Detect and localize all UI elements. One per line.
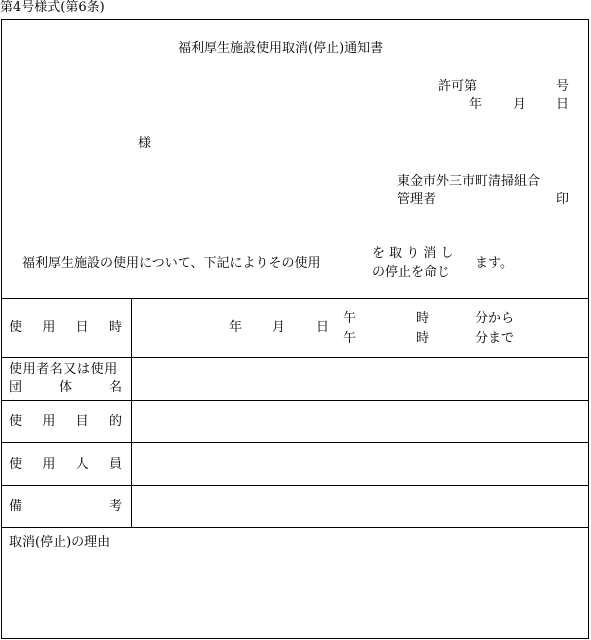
document-title: 福利厚生施設使用取消(停止)通知書 bbox=[178, 41, 384, 56]
notice-option-cancel: を 取 り 消 し bbox=[372, 246, 454, 261]
usage-time-gozen: 午 bbox=[343, 311, 357, 326]
label-user-name-line2: 団 体 名 bbox=[9, 380, 122, 395]
usage-date-month: 月 bbox=[272, 320, 286, 335]
label-remarks: 備 考 bbox=[9, 499, 122, 514]
usage-date-year: 年 bbox=[229, 320, 243, 335]
table-row-divider bbox=[1, 442, 589, 443]
table-bottom-border bbox=[1, 527, 589, 528]
table-column-divider bbox=[131, 298, 132, 527]
issuer-role: 管理者 bbox=[397, 192, 437, 207]
date-day: 日 bbox=[556, 97, 570, 112]
issuer-organization: 東金市外三市町清掃組合 bbox=[397, 174, 541, 189]
date-year: 年 bbox=[469, 97, 483, 112]
notice-text-end: ます。 bbox=[475, 256, 513, 271]
notice-option-suspend: の停止を命じ bbox=[372, 265, 451, 280]
permit-number-prefix: 許可第 bbox=[438, 79, 478, 94]
table-row-divider bbox=[1, 485, 589, 486]
form-number-label: 第4号様式(第6条) bbox=[0, 0, 105, 15]
seal-mark: 印 bbox=[556, 192, 570, 207]
permit-number-suffix: 号 bbox=[556, 79, 570, 94]
table-row-divider bbox=[1, 357, 589, 358]
table-top-border bbox=[1, 298, 589, 299]
label-number-of-users: 使 用 人 員 bbox=[9, 457, 122, 472]
usage-time-gogo: 午 bbox=[343, 331, 357, 346]
usage-time-hour-end: 時 bbox=[416, 331, 430, 346]
reason-label: 取消(停止)の理由 bbox=[9, 535, 111, 550]
table-row-divider bbox=[1, 400, 589, 401]
date-month: 月 bbox=[513, 97, 527, 112]
label-usage-purpose: 使 用 目 的 bbox=[9, 414, 122, 429]
label-user-name-line1: 使用者名又は使用 bbox=[9, 362, 118, 377]
notice-text: 福利厚生施設の使用について、下記によりその使用 bbox=[22, 256, 321, 271]
usage-time-until: 分まで bbox=[475, 331, 515, 346]
usage-time-hour-start: 時 bbox=[416, 311, 430, 326]
usage-date-day: 日 bbox=[316, 320, 330, 335]
usage-time-from: 分から bbox=[475, 311, 515, 326]
label-usage-datetime: 使 用 日 時 bbox=[9, 320, 122, 335]
recipient-suffix: 様 bbox=[138, 136, 152, 151]
